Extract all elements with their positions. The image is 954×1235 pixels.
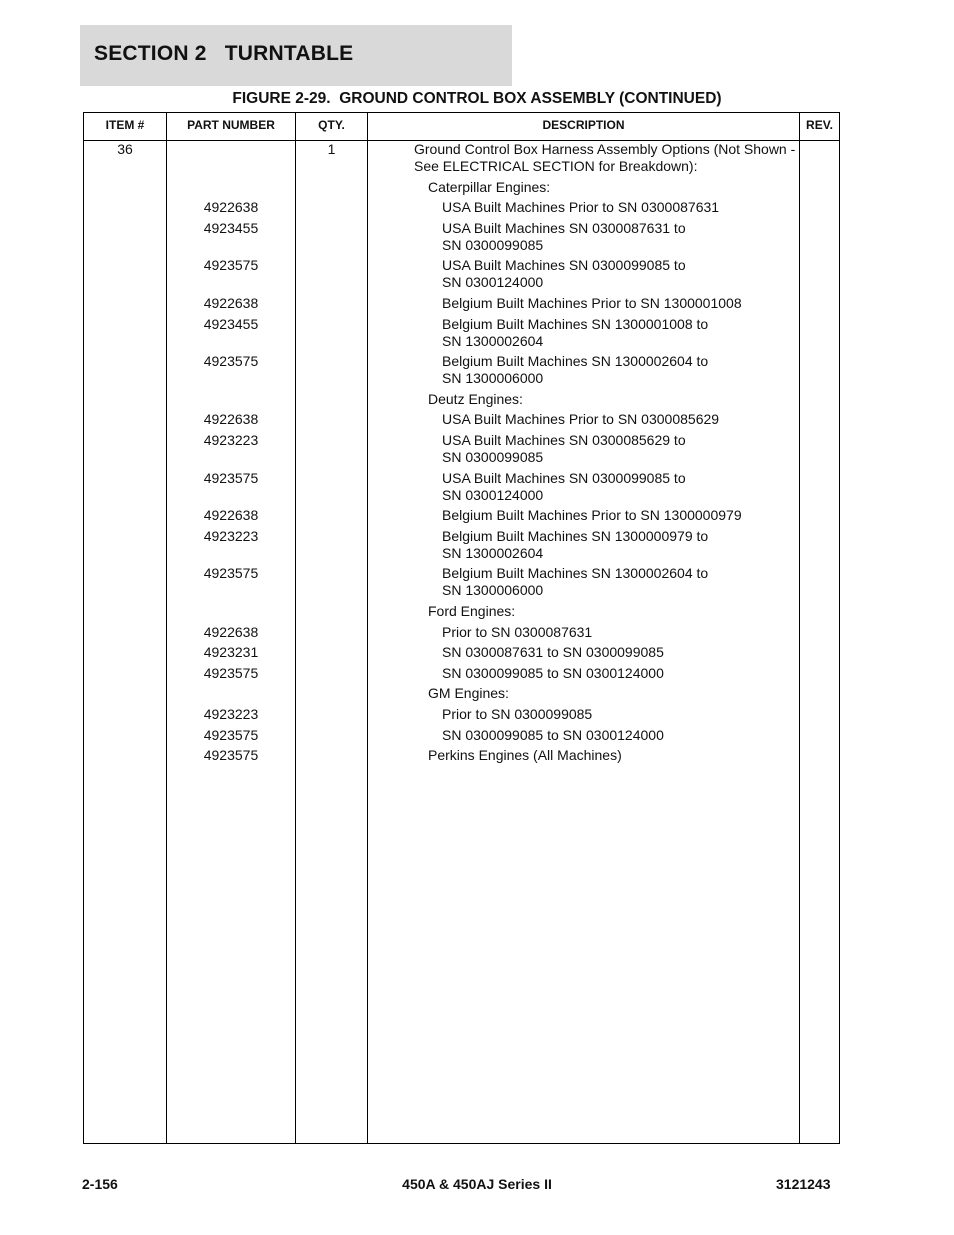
part-number: 4923575 [203, 353, 259, 370]
description-line: Deutz Engines: [428, 390, 523, 407]
section-title: SECTION 2 TURNTABLE [94, 42, 354, 65]
description-line: SN 0300099085 to SN 0300124000 [442, 664, 664, 681]
part-number: 4923223 [203, 527, 259, 544]
description-line: SN 1300002604 [442, 332, 544, 349]
description-line: See ELECTRICAL SECTION for Breakdown): [414, 158, 698, 174]
description-line: Belgium Built Machines Prior to SN 1300001008 [442, 295, 742, 311]
part-number: 4922638 [203, 623, 259, 640]
description-line: Ground Control Box Harness Assembly Options (Not Shown - [414, 141, 796, 157]
part-number: 4922638 [203, 507, 259, 524]
column-header-part-number: PART NUMBER [187, 118, 275, 132]
model-name: 450A & 450AJ Series II [402, 1176, 552, 1192]
part-number: 4922638 [203, 199, 259, 216]
description-line: Ford Engines: [428, 603, 516, 619]
description-line: Belgium Built Machines SN 1300002604 to [442, 353, 709, 370]
part-number: 4923575 [203, 664, 259, 681]
description-line: Belgium Built Machines Prior to SN 1300000979 [442, 507, 742, 524]
part-number: 4922638 [203, 411, 259, 428]
description-line: SN 1300006000 [442, 370, 544, 387]
column-header-qty: QTY. [318, 118, 345, 132]
part-number: 4923575 [203, 726, 259, 743]
column-header-item: ITEM # [105, 118, 145, 132]
description-line: Perkins Engines (All Machines) [428, 747, 622, 764]
description-line: SN 0300124000 [442, 274, 544, 291]
column-header-description: DESCRIPTION [542, 118, 625, 132]
description-line: Belgium Built Machines SN 1300000979 to [442, 527, 709, 544]
description-line: SN 0300099085 to SN 0300124000 [442, 726, 664, 743]
part-number: 4922638 [203, 295, 259, 311]
description-line: SN 0300099085 [442, 449, 544, 465]
description-line: SN 0300087631 to SN 0300099085 [442, 644, 664, 661]
description-line: SN 1300002604 [442, 544, 544, 561]
part-number: 4923455 [203, 219, 259, 236]
parts-table [83, 112, 840, 1144]
description-line: USA Built Machines Prior to SN 0300087631 [442, 199, 720, 216]
document-number: 3121243 [776, 1176, 831, 1192]
part-number: 4923455 [203, 315, 259, 332]
description-line: USA Built Machines SN 0300085629 to [442, 432, 686, 448]
part-number: 4923575 [203, 565, 259, 582]
part-number: 4923575 [203, 469, 259, 486]
figure-title: FIGURE 2-29. GROUND CONTROL BOX ASSEMBLY (CONTINUED) [232, 90, 722, 107]
item-number: 36 [117, 141, 133, 157]
part-number: 4923223 [203, 706, 259, 722]
part-number: 4923575 [203, 747, 259, 764]
description-line: Belgium Built Machines SN 1300001008 to [442, 315, 709, 332]
quantity: 1 [327, 141, 336, 157]
description-line: USA Built Machines SN 0300099085 to [442, 257, 686, 274]
part-number: 4923575 [203, 257, 259, 274]
description-line: Prior to SN 0300099085 [442, 706, 593, 722]
column-header-rev: REV. [806, 118, 833, 132]
description-line: USA Built Machines Prior to SN 0300085629 [442, 411, 720, 428]
description-line: SN 0300099085 [442, 236, 544, 253]
description-line: Prior to SN 0300087631 [442, 623, 593, 640]
description-line: USA Built Machines SN 0300099085 to [442, 469, 686, 486]
description-line: USA Built Machines SN 0300087631 to [442, 219, 686, 236]
description-line: Caterpillar Engines: [428, 178, 551, 195]
page-number: 2-156 [82, 1176, 118, 1192]
part-number: 4923231 [203, 644, 259, 661]
description-line: SN 0300124000 [442, 486, 544, 503]
part-number: 4923223 [203, 432, 259, 448]
description-line: SN 1300006000 [442, 582, 544, 599]
description-line: Belgium Built Machines SN 1300002604 to [442, 565, 709, 582]
description-line: GM Engines: [428, 685, 509, 702]
